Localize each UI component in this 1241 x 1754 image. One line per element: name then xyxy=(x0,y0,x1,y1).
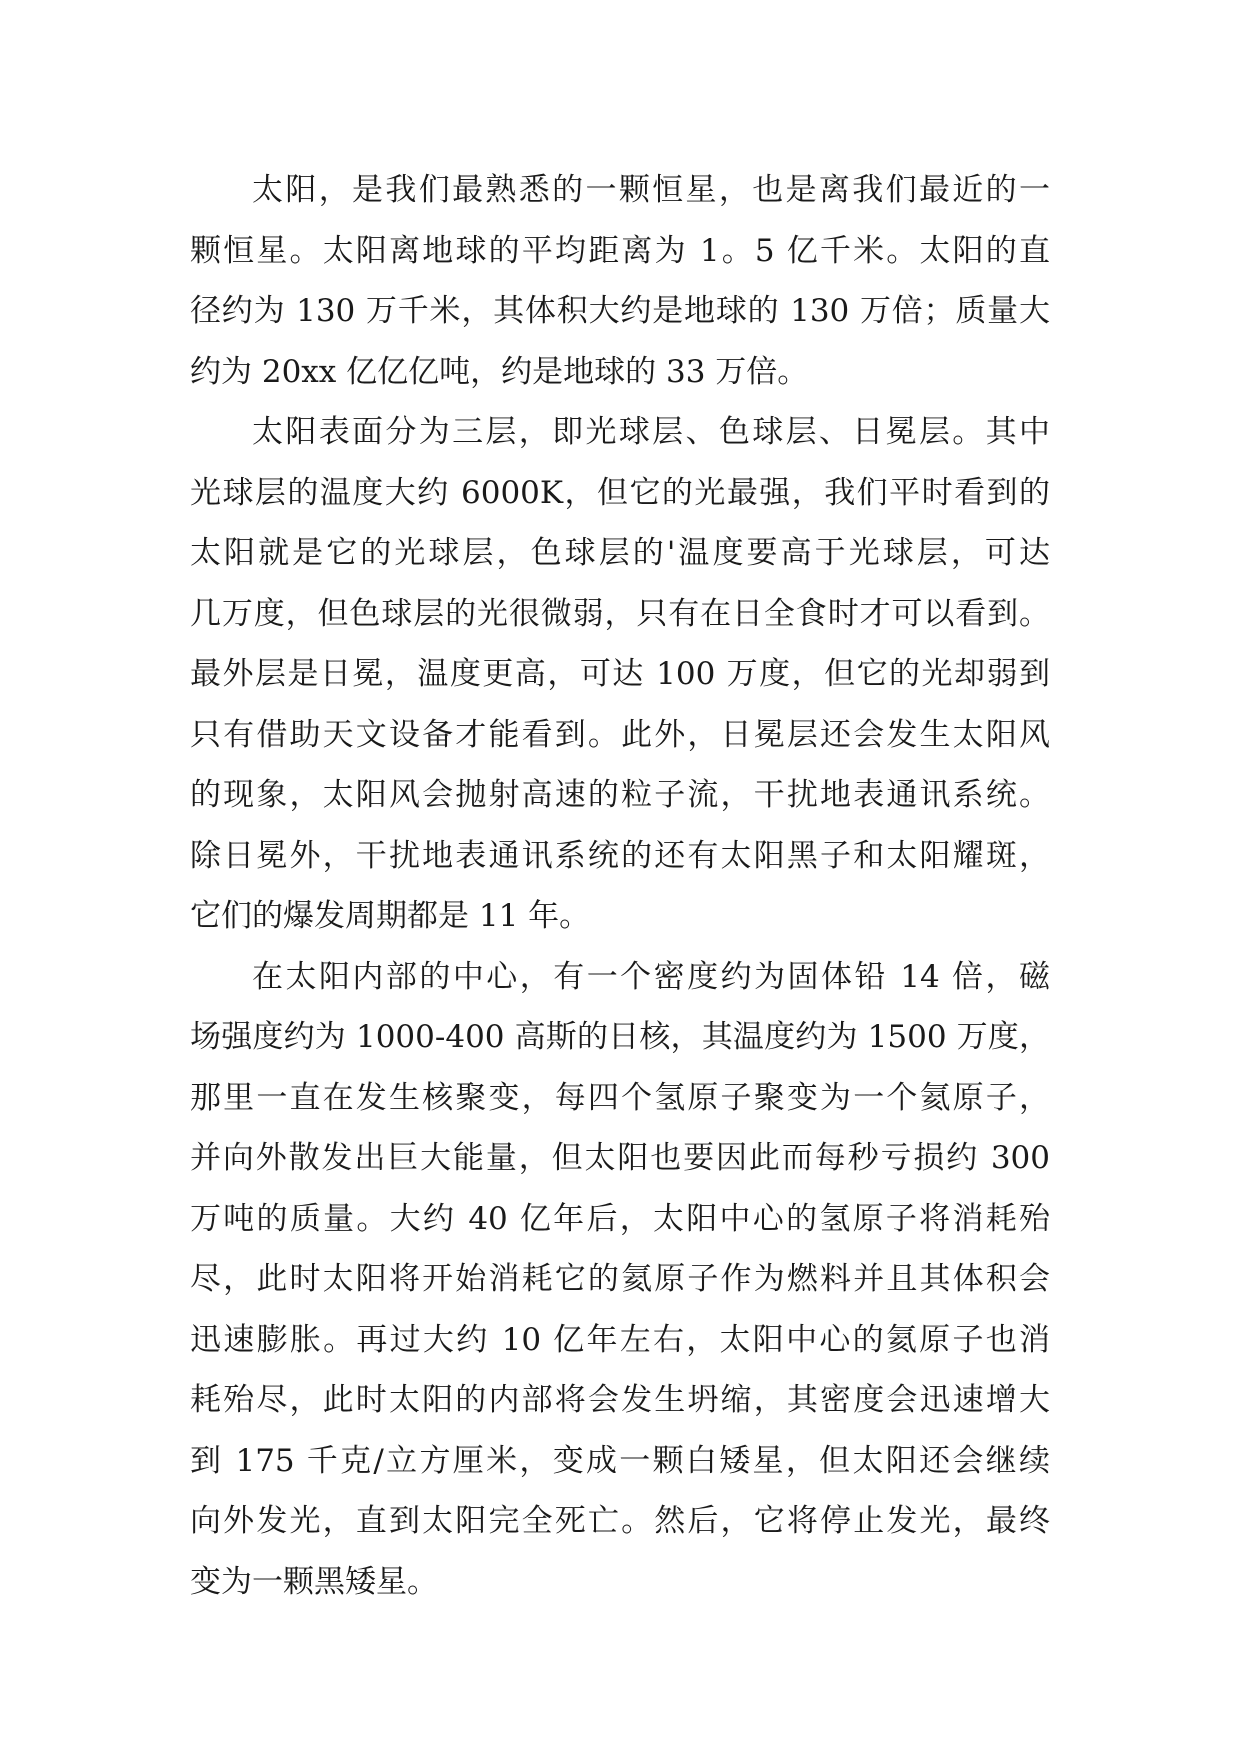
text-line: 变为一颗黑矮星。 xyxy=(190,1563,438,1600)
paragraph-sun-overview xyxy=(190,160,1050,402)
text-line: 它们的爆发周期都是 11 年。 xyxy=(190,898,591,934)
text-line: 径约为 130 万千米，其体积大约是地球的 130 万倍；质量大 xyxy=(190,293,1050,329)
paragraph-sun-core xyxy=(190,947,1050,1613)
text-line: 最外层是日冕，温度更高，可达 100 万度，但它的光却弱到 xyxy=(190,656,1050,692)
text-line: 约为 20xx 亿亿亿吨，约是地球的 33 万倍。 xyxy=(190,353,809,390)
text-line: 尽，此时太阳将开始消耗它的氦原子作为燃料并且其体积会 xyxy=(190,1261,1050,1297)
text-line: 耗殆尽，此时太阳的内部将会发生坍缩，其密度会迅速增大 xyxy=(190,1382,1050,1418)
text-line: 向外发光，直到太阳完全死亡。然后，它将停止发光，最终 xyxy=(190,1503,1050,1539)
text-line: 太阳表面分为三层，即光球层、色球层、日冕层。其中 xyxy=(252,414,1050,450)
text-line: 在太阳内部的中心，有一个密度约为固体铅 14 倍，磁 xyxy=(252,958,1050,995)
text-line: 颗恒星。太阳离地球的平均距离为 1。5 亿千米。太阳的直 xyxy=(190,232,1050,269)
paragraph-sun-layers xyxy=(190,402,1050,947)
text-line: 除日冕外，干扰地表通讯系统的还有太阳黑子和太阳耀斑， xyxy=(190,837,1050,874)
text-line: 迅速膨胀。再过大约 10 亿年左右，太阳中心的氦原子也消 xyxy=(190,1321,1050,1358)
text-line: 那里一直在发生核聚变，每四个氢原子聚变为一个氦原子， xyxy=(190,1079,1050,1116)
text-line: 场强度约为 1000-400 高斯的日核，其温度约为 1500 万度， xyxy=(190,1019,1050,1055)
text-line: 光球层的温度大约 6000K，但它的光最强，我们平时看到的 xyxy=(190,474,1050,511)
text-line: 并向外散发出巨大能量，但太阳也要因此而每秒亏损约 300 xyxy=(190,1140,1050,1176)
document-body xyxy=(190,160,1050,1612)
text-line: 太阳，是我们最熟悉的一颗恒星，也是离我们最近的一 xyxy=(252,172,1050,208)
text-line: 到 175 千克/立方厘米，变成一颗白矮星，但太阳还会继续 xyxy=(190,1442,1050,1479)
text-line: 万吨的质量。大约 40 亿年后，太阳中心的氢原子将消耗殆 xyxy=(190,1200,1050,1237)
text-line: 几万度，但色球层的光很微弱，只有在日全食时才可以看到。 xyxy=(190,595,1050,632)
text-line: 的现象，太阳风会抛射高速的粒子流，干扰地表通讯系统。 xyxy=(190,777,1050,813)
text-line: 只有借助天文设备才能看到。此外，日冕层还会发生太阳风 xyxy=(190,716,1050,753)
text-line: 太阳就是它的光球层，色球层的'温度要高于光球层，可达 xyxy=(190,535,1050,571)
